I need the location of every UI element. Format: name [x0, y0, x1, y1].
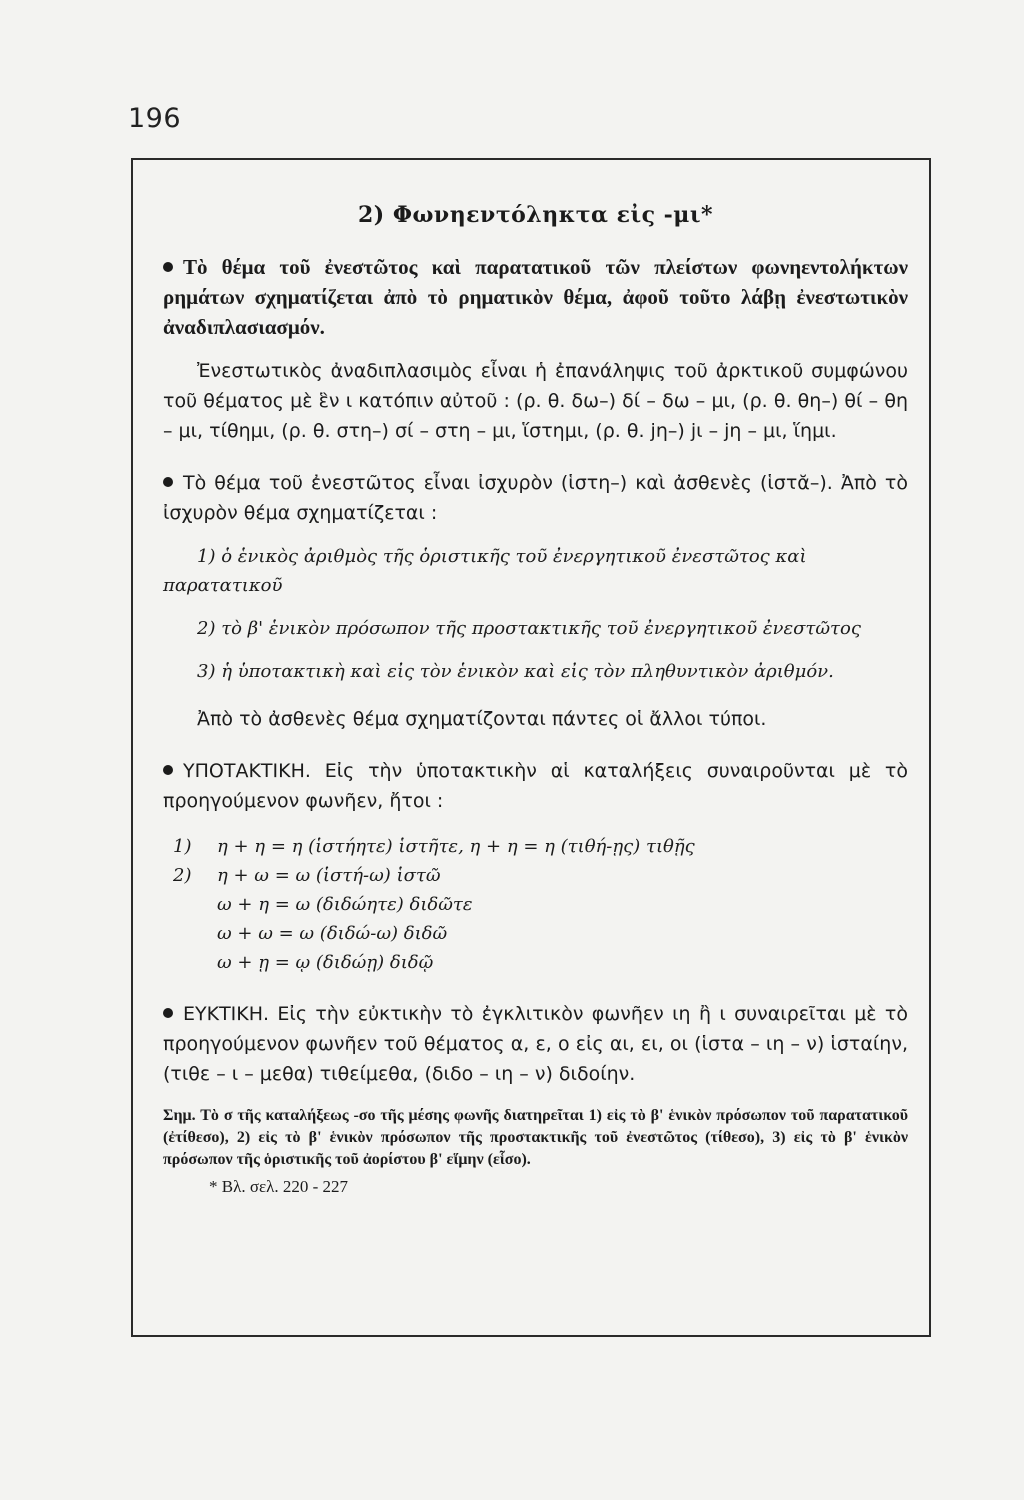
equation-line: ω + η = ω (διδώητε) διδῶτε: [217, 894, 473, 915]
bullet-icon: [163, 1008, 173, 1018]
list-item: 2) τὸ β' ἑνικὸν πρόσωπον τῆς προστακτικῆς τοῦ ἐνεργητικοῦ ἐνεστῶτος: [197, 618, 861, 639]
box-content: [163, 192, 908, 1197]
bullet-icon: [163, 765, 173, 775]
strong-weak-text: Τὸ θέμα τοῦ ἐνεστῶτος εἶναι ἰσχυρὸν (ἱστη–) καὶ ἀσθενὲς (ἱστᾰ–). Ἀπὸ τὸ ἰσχυρὸν θέμα σχηματίζεται :: [163, 472, 908, 524]
footnote: * Βλ. σελ. 220 - 227: [209, 1177, 349, 1196]
weak-stem-line: Ἀπὸ τὸ ἀσθενὲς θέμα σχηματίζονται πάντες οἱ ἄλλοι τύποι.: [197, 708, 767, 730]
equation-text: η + ω = ω (ἱστή-ω) ἱστῶ: [217, 865, 441, 886]
note-paragraph: Σημ. Τὸ σ τῆς καταλήξεως -σο τῆς μέσης φωνῆς διατηρεῖται 1) εἰς τὸ β' ἑνικὸν πρόσωπον τοῦ παρατατικοῦ (ἐτίθεσο), 2) εἰς τὸ β' ἑνικὸν πρόσωπον τῆς προστακτικῆς τοῦ ἐνεστῶτος (τίθεσο), 3) εἰς τὸ β' ἑνικὸν πρόσωπον τῆς ὁριστικῆς τοῦ ἀορίστου β' εἵμην (εἷσο).: [163, 1107, 908, 1168]
formation-list: [163, 542, 908, 686]
bullet-icon: [163, 477, 173, 487]
intro-paragraph: [163, 252, 908, 342]
equation-line: ω + ῃ = ῳ (διδώῃ) διδῷ: [217, 952, 434, 973]
list-item: 1) ὁ ἑνικὸς ἀριθμὸς τῆς ὁριστικῆς τοῦ ἐνεργητικοῦ ἐνεστῶτος καὶ παρατατικοῦ: [163, 546, 807, 596]
equation-number: 1): [173, 836, 192, 857]
subjunctive-paragraph: [163, 756, 908, 816]
subjunctive-text: ΥΠΟΤΑΚΤΙΚΗ. Εἰς τὴν ὑποτακτικὴν αἱ καταλήξεις συναιροῦνται μὲ τὸ προηγούμενον φωνῆεν, ἤτοι :: [163, 760, 908, 812]
equation-number: 2): [173, 865, 192, 886]
list-item: 3) ἡ ὑποτακτικὴ καὶ εἰς τὸν ἑνικὸν καὶ εἰς τὸν πληθυντικὸν ἀριθμόν.: [197, 661, 834, 682]
intro-text: Τὸ θέμα τοῦ ἐνεστῶτος καὶ παρατατικοῦ τῶν πλείστων φωνηεντολήκτων ρημάτων σχηματίζεται ἀπὸ τὸ ρηματικὸν θέμα, ἀφοῦ τοῦτο λάβῃ ἐνεστωτικὸν ἀναδιπλασιασμόν.: [163, 255, 908, 339]
contraction-equations: [163, 832, 908, 977]
bullet-icon: [163, 262, 173, 272]
page-number: 196: [128, 103, 182, 134]
optative-paragraph: [163, 999, 908, 1089]
equation-line: [163, 832, 908, 861]
optative-text: ΕΥΚΤΙΚΗ. Εἰς τὴν εὐκτικὴν τὸ ἐγκλιτικὸν φωνῆεν ιη ἢ ι συναιρεῖται μὲ τὸ προηγούμενον φωνῆεν τοῦ θέματος α, ε, ο εἰς αι, ει, οι (ἱστα – ιη – ν) ἱσταίην, (τιθε – ι – μεθα) τιθείμεθα, (διδο – ιη – ν) διδοίην.: [163, 1003, 908, 1085]
reduplication-paragraph: Ἐνεστωτικὸς ἀναδιπλασιμὸς εἶναι ἡ ἐπανάληψις τοῦ ἀρκτικοῦ συμφώνου τοῦ θέματος μὲ ἓν ι κατόπιν αὐτοῦ : (ρ. θ. δω–) δί – δω – μι, (ρ. θ. θη–) θί – θη – μι, τίθημι, (ρ. θ. στη–) σί – στη – μι, ἵστημι, (ρ. θ. jη–) jι – jη – μι, ἵημι.: [163, 360, 908, 442]
strong-weak-paragraph: [163, 468, 908, 528]
section-heading: 2) Φωνηεντόληκτα εἰς -μι*: [357, 202, 714, 228]
equation-line: ω + ω = ω (διδώ-ω) διδῶ: [217, 923, 448, 944]
equation-line: [163, 861, 908, 890]
equation-text: η + η = η (ἱστήητε) ἱστῆτε, η + η = η (τιθή-ῃς) τιθῇς: [217, 836, 695, 857]
